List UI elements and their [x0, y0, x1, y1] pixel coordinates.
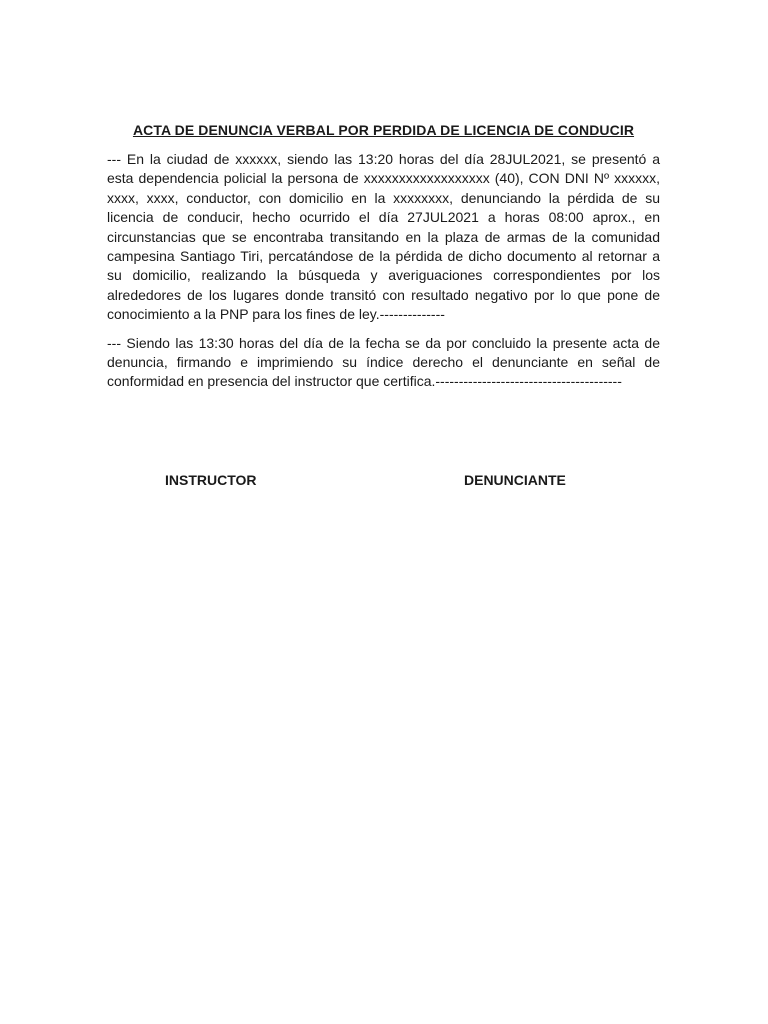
signature-label-denunciante: DENUNCIANTE [464, 472, 566, 488]
paragraph-denuncia: --- En la ciudad de xxxxxx, siendo las 13:20 horas del día 28JUL2021, se presentó a esta dependencia policial la persona de xxxxxxxxxxxxxxxxxx (40), CON DNI Nº xxxxxx, xxxx, xxxx, conductor, con domicilio en la xxxxxxxx, denunciando la pérdida de su licencia de conducir, hecho ocurrido el día 27JUL2021 a horas 08:00 aprox., en circunstancias que se encontraba transitando en la plaza de armas de la comunidad campesina Santiago Tiri, percatándose de la pérdida de dicho documento al retornar a su domicilio, realizando la búsqueda y averiguaciones correspondientes por los alrededores de los lugares donde transitó con resultado negativo por lo que pone de conocimiento a la PNP para los fines de ley.-------------- [107, 151, 660, 323]
document-body [107, 120, 660, 392]
signature-block [0, 470, 768, 490]
document-title: ACTA DE DENUNCIA VERBAL POR PERDIDA DE LICENCIA DE CONDUCIR [132, 122, 635, 138]
paragraph-conclusion: --- Siendo las 13:30 horas del día de la fecha se da por concluido la presente acta de denuncia, firmando e imprimiendo su índice derecho el denunciante en señal de conformidad en presencia del instructor que certifica.---------------------------------------- [107, 334, 660, 390]
signature-label-instructor: INSTRUCTOR [165, 472, 257, 488]
